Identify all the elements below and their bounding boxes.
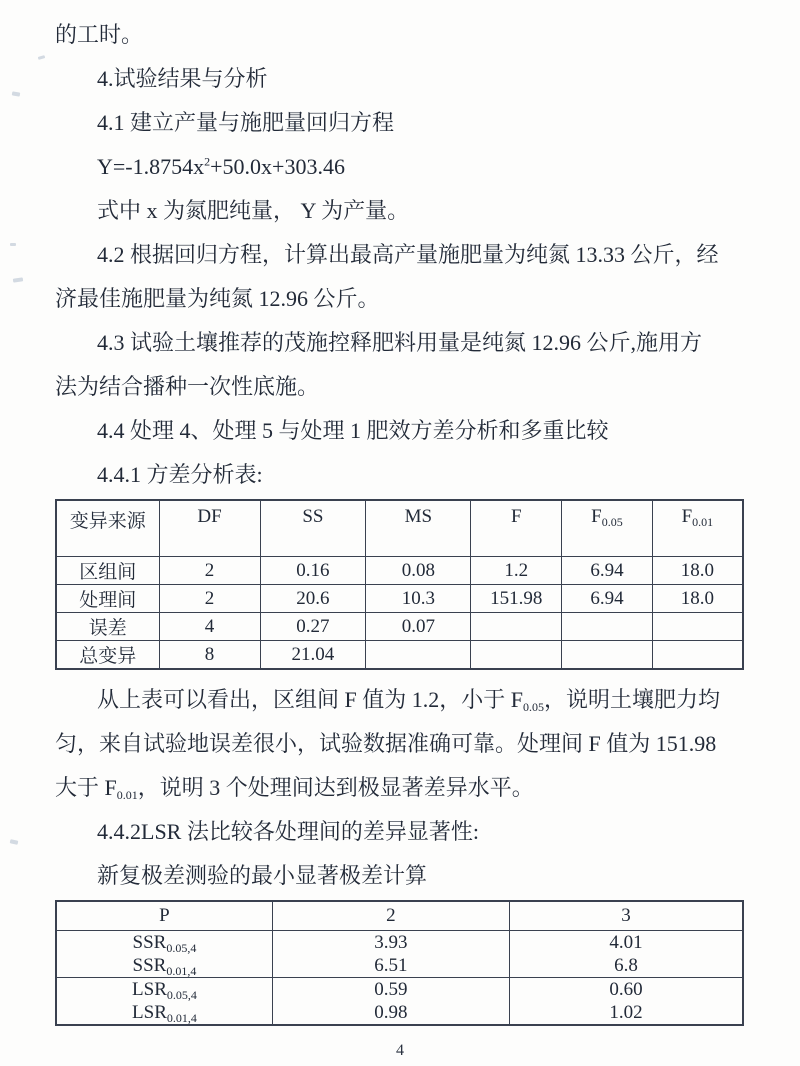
table-cell: 20.6 bbox=[260, 585, 366, 613]
table-cell: 0.07 bbox=[366, 613, 471, 641]
paragraph-4-3-line-1: 4.3 试验土壤推荐的茂施控释肥料用量是纯氮 12.96 公斤,施用方 bbox=[97, 330, 703, 355]
table-row bbox=[56, 641, 743, 670]
f-crit-subscript: 0.05 bbox=[522, 700, 544, 714]
table-cell: 6.51 bbox=[272, 954, 509, 978]
analysis-line-1 bbox=[55, 678, 744, 722]
table-cell: 0.16 bbox=[260, 557, 366, 585]
row-label: $LSR_{0.05,4}$ bbox=[56, 978, 272, 1002]
column-header: $F_{0.05}$ bbox=[562, 500, 653, 557]
regression-equation bbox=[55, 145, 744, 189]
table-cell: 1.02 bbox=[509, 1001, 743, 1025]
table-cell: 误差 bbox=[56, 613, 159, 641]
paragraph-4-2-line-1: 4.2 根据回归方程，计算出最高产量施肥量为纯氮 13.33 公斤，经 bbox=[97, 242, 719, 267]
paragraph-4-3-line-2: 法为结合播种一次性底施。 bbox=[55, 374, 320, 399]
table-cell bbox=[652, 613, 743, 641]
f-crit-subscript: 0.01 bbox=[116, 788, 138, 802]
table-cell bbox=[471, 641, 562, 670]
table-cell: 18.0 bbox=[652, 557, 743, 585]
table-cell: 151.98 bbox=[471, 585, 562, 613]
table-cell: 6.8 bbox=[509, 954, 743, 978]
paragraph-4-2-line-2: 济最佳施肥量为纯氮 12.96 公斤。 bbox=[55, 286, 380, 311]
table-row bbox=[56, 613, 743, 641]
table-cell: 0.08 bbox=[366, 557, 471, 585]
anova-table bbox=[55, 499, 744, 670]
paragraph-4-3 bbox=[55, 321, 744, 409]
column-header: 2 bbox=[272, 901, 509, 931]
anova-header-row bbox=[56, 500, 743, 557]
analysis-text: ，说明 3 个处理间达到极显著差异水平。 bbox=[137, 775, 534, 800]
column-header: $F_{0.01}$ bbox=[652, 500, 743, 557]
section-4-4-1-heading: 4.4.1 方差分析表: bbox=[97, 462, 263, 487]
table-cell: 8 bbox=[159, 641, 260, 670]
table-cell: 21.04 bbox=[260, 641, 366, 670]
analysis-text: ，说明土壤肥力均 bbox=[543, 687, 720, 712]
table-cell: 处理间 bbox=[56, 585, 159, 613]
table-cell bbox=[652, 641, 743, 670]
table-cell bbox=[562, 641, 653, 670]
column-header: P bbox=[56, 901, 272, 931]
table-cell: 6.94 bbox=[562, 557, 653, 585]
table-cell: 4.01 bbox=[509, 931, 743, 955]
analysis-line-2: 匀，来自试验地误差很小，试验数据准确可靠。处理间 F 值为 151.98 bbox=[55, 731, 717, 756]
row-label: $SSR_{0.01,4}$ bbox=[56, 954, 272, 978]
section-4-1-heading: 4.1 建立产量与施肥量回归方程 bbox=[97, 110, 395, 135]
section-4-4-2-heading: 4.4.2LSR 法比较各处理间的差异显著性: bbox=[97, 819, 479, 844]
analysis-line-3 bbox=[55, 766, 744, 810]
equation-post: +50.0x+303.46 bbox=[210, 154, 345, 179]
analysis-text: 从上表可以看出，区组间 F 值为 1.2，小于 F bbox=[97, 687, 523, 712]
row-label: $SSR_{0.05,4}$ bbox=[56, 931, 272, 955]
column-header: F bbox=[471, 500, 562, 557]
table-cell: 0.27 bbox=[260, 613, 366, 641]
equation-note: 式中 x 为氮肥纯量， Y 为产量。 bbox=[97, 198, 410, 223]
analysis-text: 大于 F bbox=[55, 775, 117, 800]
equation-pre: Y=-1.8754x bbox=[97, 154, 205, 179]
lsr-table-caption: 新复极差测验的最小显著极差计算 bbox=[97, 863, 428, 888]
table-cell bbox=[471, 613, 562, 641]
table-cell: 18.0 bbox=[652, 585, 743, 613]
table-row bbox=[56, 954, 743, 978]
table-cell: 总变异 bbox=[56, 641, 159, 670]
table-cell: 0.98 bbox=[272, 1001, 509, 1025]
row-label: $LSR_{0.01,4}$ bbox=[56, 1001, 272, 1025]
column-header: DF bbox=[159, 500, 260, 557]
table-cell: 2 bbox=[159, 557, 260, 585]
lsr-header-row bbox=[56, 901, 743, 931]
leading-line: 的工时。 bbox=[55, 22, 144, 47]
table-row bbox=[56, 931, 743, 955]
table-row bbox=[56, 585, 743, 613]
table-cell: 0.60 bbox=[509, 978, 743, 1002]
table-cell: 10.3 bbox=[366, 585, 471, 613]
table-cell: 4 bbox=[159, 613, 260, 641]
page-number: 4 bbox=[396, 1042, 404, 1059]
section-4-4-heading: 4.4 处理 4、处理 5 与处理 1 肥效方差分析和多重比较 bbox=[97, 418, 609, 443]
equation-exponent: 2 bbox=[204, 154, 211, 169]
paragraph-4-2 bbox=[55, 233, 744, 321]
column-header: 3 bbox=[509, 901, 743, 931]
table-cell: 1.2 bbox=[471, 557, 562, 585]
analysis-paragraph bbox=[55, 678, 744, 810]
lsr-table bbox=[55, 900, 744, 1026]
section-4-heading: 4.试验结果与分析 bbox=[97, 66, 268, 91]
table-cell: 3.93 bbox=[272, 931, 509, 955]
table-cell bbox=[366, 641, 471, 670]
table-row bbox=[56, 1001, 743, 1025]
table-row bbox=[56, 557, 743, 585]
table-cell: 2 bbox=[159, 585, 260, 613]
column-header: SS bbox=[260, 500, 366, 557]
table-cell bbox=[562, 613, 653, 641]
column-header: 变异来源 bbox=[56, 500, 159, 557]
column-header: MS bbox=[366, 500, 471, 557]
scan-speck bbox=[10, 243, 16, 246]
table-cell: 0.59 bbox=[272, 978, 509, 1002]
table-cell: 区组间 bbox=[56, 557, 159, 585]
table-row bbox=[56, 978, 743, 1002]
table-cell: 6.94 bbox=[562, 585, 653, 613]
